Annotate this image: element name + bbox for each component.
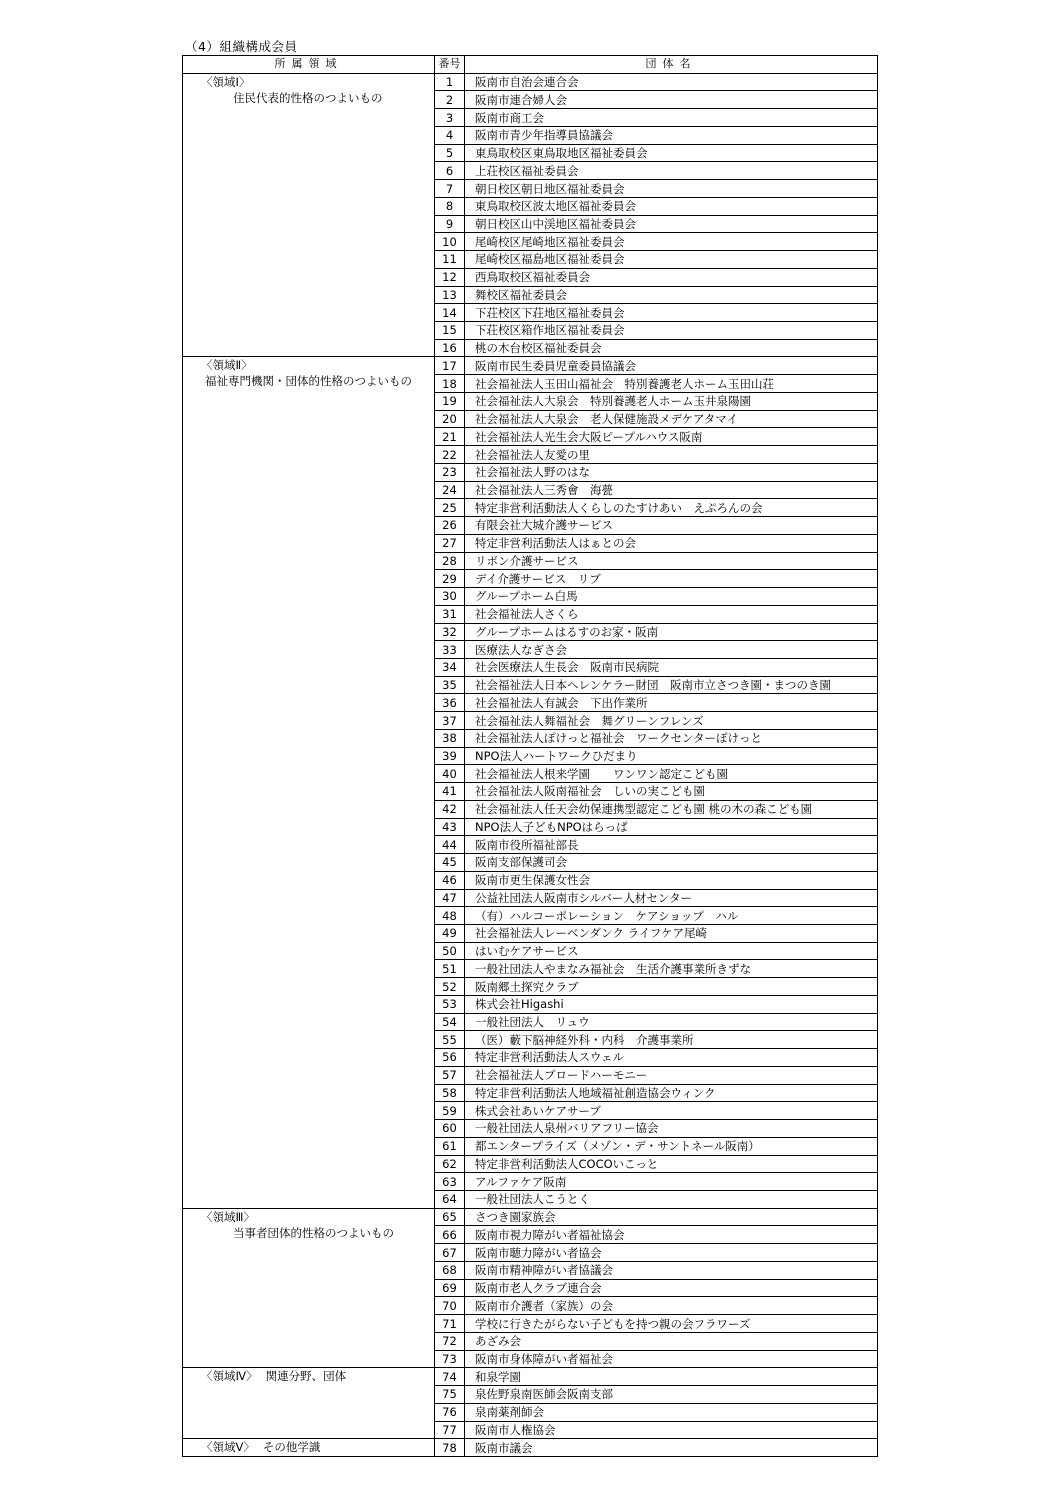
member-number: 40 bbox=[435, 765, 465, 783]
member-name: 尾崎校区福島地区福祉委員会 bbox=[465, 251, 878, 269]
member-name: 阪南市聴力障がい者協会 bbox=[465, 1244, 878, 1262]
member-number: 13 bbox=[435, 286, 465, 304]
member-name: 阪南市人権協会 bbox=[465, 1421, 878, 1439]
table-row bbox=[183, 357, 878, 375]
member-name: 特定非営利活動法人はぁとの会 bbox=[465, 534, 878, 552]
member-number: 23 bbox=[435, 463, 465, 481]
member-name: 阪南市役所福祉部長 bbox=[465, 836, 878, 854]
member-number: 51 bbox=[435, 960, 465, 978]
member-number: 47 bbox=[435, 889, 465, 907]
member-name: あざみ会 bbox=[465, 1332, 878, 1350]
member-name: 社会福祉法人野のはな bbox=[465, 463, 878, 481]
member-name: 阪南支部保護司会 bbox=[465, 854, 878, 872]
member-name: 医療法人なぎさ会 bbox=[465, 641, 878, 659]
member-number: 58 bbox=[435, 1084, 465, 1102]
member-number: 61 bbox=[435, 1137, 465, 1155]
member-number: 27 bbox=[435, 534, 465, 552]
member-number: 33 bbox=[435, 641, 465, 659]
member-name: 阪南市視力障がい者福祉協会 bbox=[465, 1226, 878, 1244]
member-number: 45 bbox=[435, 854, 465, 872]
member-number: 4 bbox=[435, 126, 465, 144]
member-number: 71 bbox=[435, 1315, 465, 1333]
member-name: 都エンタープライズ（メゾン・デ・サントネール阪南） bbox=[465, 1137, 878, 1155]
member-number: 30 bbox=[435, 588, 465, 606]
member-number: 60 bbox=[435, 1120, 465, 1138]
table-row bbox=[183, 1439, 878, 1457]
member-name: 朝日校区朝日地区福祉委員会 bbox=[465, 180, 878, 198]
member-number: 29 bbox=[435, 570, 465, 588]
member-number: 65 bbox=[435, 1208, 465, 1226]
member-number: 63 bbox=[435, 1173, 465, 1191]
member-number: 70 bbox=[435, 1297, 465, 1315]
member-number: 69 bbox=[435, 1279, 465, 1297]
member-name: 阪南市民生委員児童委員協議会 bbox=[465, 357, 878, 375]
member-name: 社会福祉法人玉田山福祉会 特別養護老人ホーム玉田山荘 bbox=[465, 375, 878, 393]
member-number: 55 bbox=[435, 1031, 465, 1049]
member-name: 特定非営利活動法人スウェル bbox=[465, 1049, 878, 1067]
member-name: グループホーム白馬 bbox=[465, 588, 878, 606]
member-name: 阪南市連合婦人会 bbox=[465, 91, 878, 109]
member-name: 和泉学園 bbox=[465, 1368, 878, 1386]
domain-description: 当事者団体的性格のつよいもの bbox=[233, 1225, 394, 1240]
member-name: 阪南市青少年指導員協議会 bbox=[465, 126, 878, 144]
member-number: 73 bbox=[435, 1350, 465, 1368]
member-name: デイ介護サービス リブ bbox=[465, 570, 878, 588]
member-number: 42 bbox=[435, 800, 465, 818]
member-name: 社会福祉法人日本ヘレンケラー財団 阪南市立さつき園・まつのき園 bbox=[465, 676, 878, 694]
member-name: 学校に行きたがらない子どもを持つ親の会フラワーズ bbox=[465, 1315, 878, 1333]
member-table bbox=[182, 55, 878, 1457]
member-name: 社会福祉法人三秀會 海甍 bbox=[465, 481, 878, 499]
member-name: 一般社団法人 リュウ bbox=[465, 1013, 878, 1031]
member-number: 5 bbox=[435, 144, 465, 162]
member-name: 阪南市精神障がい者協議会 bbox=[465, 1261, 878, 1279]
header-number: 番号 bbox=[435, 56, 465, 74]
member-number: 31 bbox=[435, 605, 465, 623]
member-number: 10 bbox=[435, 233, 465, 251]
member-number: 32 bbox=[435, 623, 465, 641]
member-name: 東鳥取校区東鳥取地区福祉委員会 bbox=[465, 144, 878, 162]
domain-cell bbox=[183, 1208, 435, 1368]
member-number: 8 bbox=[435, 197, 465, 215]
table-header-row bbox=[183, 56, 878, 74]
member-name: 特定非営利活動法人COCOいこっと bbox=[465, 1155, 878, 1173]
member-number: 39 bbox=[435, 747, 465, 765]
member-number: 64 bbox=[435, 1191, 465, 1209]
domain-label: 〈領域Ⅴ〉 bbox=[201, 1440, 255, 1455]
member-name: 社会福祉法人さくら bbox=[465, 605, 878, 623]
member-name: 阪南市商工会 bbox=[465, 109, 878, 127]
member-number: 20 bbox=[435, 410, 465, 428]
member-name: 社会福祉法人ぽけっと福祉会 ワークセンターぽけっと bbox=[465, 729, 878, 747]
table-row bbox=[183, 73, 878, 91]
member-name: 社会福祉法人大泉会 特別養護老人ホーム玉井泉陽園 bbox=[465, 392, 878, 410]
member-number: 46 bbox=[435, 871, 465, 889]
member-name: 阪南市更生保護女性会 bbox=[465, 871, 878, 889]
domain-heading bbox=[183, 1369, 346, 1383]
domain-description: 住民代表的性格のつよいもの bbox=[233, 90, 383, 105]
member-number: 25 bbox=[435, 499, 465, 517]
member-name: 一般社団法人こうとく bbox=[465, 1191, 878, 1209]
member-number: 11 bbox=[435, 251, 465, 269]
header-domain: 所属領域 bbox=[183, 56, 435, 74]
member-number: 7 bbox=[435, 180, 465, 198]
member-number: 78 bbox=[435, 1439, 465, 1457]
member-number: 15 bbox=[435, 322, 465, 340]
domain-description: その他学識 bbox=[262, 1440, 321, 1455]
member-name: 一般社団法人やまなみ福祉会 生活介護事業所きずな bbox=[465, 960, 878, 978]
member-name: 阪南郷土探究クラブ bbox=[465, 978, 878, 996]
member-number: 52 bbox=[435, 978, 465, 996]
member-number: 21 bbox=[435, 428, 465, 446]
member-number: 36 bbox=[435, 694, 465, 712]
page-title: （4）組織構成会員 bbox=[185, 39, 298, 54]
member-number: 28 bbox=[435, 552, 465, 570]
member-name: 特定非営利活動法人くらしのたすけあい えぷろんの会 bbox=[465, 499, 878, 517]
member-number: 24 bbox=[435, 481, 465, 499]
member-number: 18 bbox=[435, 375, 465, 393]
member-name: 下荘校区箱作地区福祉委員会 bbox=[465, 322, 878, 340]
member-number: 26 bbox=[435, 517, 465, 535]
member-number: 34 bbox=[435, 658, 465, 676]
member-name: 社会福祉法人光生会大阪ピープルハウス阪南 bbox=[465, 428, 878, 446]
member-name: リボン介護サービス bbox=[465, 552, 878, 570]
member-name: （有）ハルコーポレーション ケアショップ ハル bbox=[465, 907, 878, 925]
member-number: 56 bbox=[435, 1049, 465, 1067]
member-number: 41 bbox=[435, 783, 465, 801]
member-number: 16 bbox=[435, 339, 465, 357]
domain-label: 〈領域Ⅰ〉 bbox=[201, 74, 251, 89]
member-name: 有限会社大城介護サービス bbox=[465, 517, 878, 535]
member-name: 尾崎校区尾崎地区福祉委員会 bbox=[465, 233, 878, 251]
member-name: 阪南市身体障がい者福祉会 bbox=[465, 1350, 878, 1368]
member-name: 公益社団法人阪南市シルバー人材センター bbox=[465, 889, 878, 907]
member-number: 67 bbox=[435, 1244, 465, 1262]
member-number: 54 bbox=[435, 1013, 465, 1031]
member-name: 社会福祉法人友愛の里 bbox=[465, 446, 878, 464]
member-name: 泉南薬剤師会 bbox=[465, 1403, 878, 1421]
member-number: 35 bbox=[435, 676, 465, 694]
member-number: 66 bbox=[435, 1226, 465, 1244]
member-name: 桃の木台校区福祉委員会 bbox=[465, 339, 878, 357]
domain-label: 〈領域Ⅱ〉 bbox=[201, 358, 253, 373]
member-name: （医）藪下脳神経外科・内科 介護事業所 bbox=[465, 1031, 878, 1049]
member-number: 77 bbox=[435, 1421, 465, 1439]
member-name: さつき園家族会 bbox=[465, 1208, 878, 1226]
member-name: グループホームはるすのお家・阪南 bbox=[465, 623, 878, 641]
member-name: 東鳥取校区波太地区福祉委員会 bbox=[465, 197, 878, 215]
member-name: 社会福祉法人レーベンダンク ライフケア尾崎 bbox=[465, 924, 878, 942]
member-table-body bbox=[183, 73, 878, 1456]
member-name: 株式会社あいケアサーブ bbox=[465, 1102, 878, 1120]
member-name: 阪南市自治会連合会 bbox=[465, 73, 878, 91]
member-number: 75 bbox=[435, 1386, 465, 1404]
member-name: NPO法人子どもNPOはらっぱ bbox=[465, 818, 878, 836]
member-number: 72 bbox=[435, 1332, 465, 1350]
member-name: 西鳥取校区福祉委員会 bbox=[465, 268, 878, 286]
member-name: 阪南市議会 bbox=[465, 1439, 878, 1457]
member-name: 社会福祉法人ブロードハーモニー bbox=[465, 1066, 878, 1084]
domain-label: 〈領域Ⅳ〉 bbox=[201, 1369, 258, 1384]
member-name: 社会福祉法人任天会幼保連携型認定こども園 桃の木の森こども園 bbox=[465, 800, 878, 818]
domain-heading bbox=[183, 1440, 320, 1454]
domain-cell bbox=[183, 357, 435, 1208]
member-number: 12 bbox=[435, 268, 465, 286]
member-number: 6 bbox=[435, 162, 465, 180]
member-number: 2 bbox=[435, 91, 465, 109]
member-name: 社会福祉法人阪南福祉会 しいの実こども園 bbox=[465, 783, 878, 801]
member-number: 19 bbox=[435, 392, 465, 410]
member-name: 一般社団法人泉州バリアフリー協会 bbox=[465, 1120, 878, 1138]
member-name: 社会医療法人生長会 阪南市民病院 bbox=[465, 658, 878, 676]
member-number: 57 bbox=[435, 1066, 465, 1084]
member-number: 76 bbox=[435, 1403, 465, 1421]
member-number: 48 bbox=[435, 907, 465, 925]
member-name: 株式会社Higashi bbox=[465, 995, 878, 1013]
domain-description: 福祉専門機関・団体的性格のつよいもの bbox=[205, 374, 412, 389]
member-name: 社会福祉法人大泉会 老人保健施設メデケアタマイ bbox=[465, 410, 878, 428]
member-number: 14 bbox=[435, 304, 465, 322]
member-name: NPO法人ハートワークひだまり bbox=[465, 747, 878, 765]
member-name: 阪南市老人クラブ連合会 bbox=[465, 1279, 878, 1297]
member-name: 朝日校区山中渓地区福祉委員会 bbox=[465, 215, 878, 233]
member-number: 43 bbox=[435, 818, 465, 836]
member-number: 62 bbox=[435, 1155, 465, 1173]
member-number: 49 bbox=[435, 924, 465, 942]
domain-cell bbox=[183, 73, 435, 357]
member-name: 社会福祉法人有誠会 下出作業所 bbox=[465, 694, 878, 712]
member-number: 9 bbox=[435, 215, 465, 233]
domain-cell bbox=[183, 1368, 435, 1439]
member-name: 社会福祉法人舞福祉会 舞グリーンフレンズ bbox=[465, 712, 878, 730]
domain-description: 関連分野、団体 bbox=[265, 1369, 347, 1384]
table-row bbox=[183, 1208, 878, 1226]
member-number: 3 bbox=[435, 109, 465, 127]
member-number: 74 bbox=[435, 1368, 465, 1386]
member-name: はいむケアサービス bbox=[465, 942, 878, 960]
domain-label: 〈領域Ⅲ〉 bbox=[201, 1209, 255, 1224]
member-name: 舞校区福祉委員会 bbox=[465, 286, 878, 304]
member-name: 泉佐野泉南医師会阪南支部 bbox=[465, 1386, 878, 1404]
member-number: 68 bbox=[435, 1261, 465, 1279]
member-number: 59 bbox=[435, 1102, 465, 1120]
member-number: 44 bbox=[435, 836, 465, 854]
member-name: 阪南市介護者（家族）の会 bbox=[465, 1297, 878, 1315]
member-number: 37 bbox=[435, 712, 465, 730]
table-row bbox=[183, 1368, 878, 1386]
member-name: 上荘校区福祉委員会 bbox=[465, 162, 878, 180]
member-number: 1 bbox=[435, 73, 465, 91]
domain-cell bbox=[183, 1439, 435, 1457]
member-number: 53 bbox=[435, 995, 465, 1013]
member-number: 38 bbox=[435, 729, 465, 747]
member-number: 50 bbox=[435, 942, 465, 960]
member-name: 特定非営利活動法人地域福祉創造協会ウィンク bbox=[465, 1084, 878, 1102]
member-number: 17 bbox=[435, 357, 465, 375]
header-name: 団体名 bbox=[465, 56, 878, 74]
member-name: 社会福祉法人根来学園 ワンワン認定こども園 bbox=[465, 765, 878, 783]
member-name: アルファケア阪南 bbox=[465, 1173, 878, 1191]
member-number: 22 bbox=[435, 446, 465, 464]
member-name: 下荘校区下荘地区福祉委員会 bbox=[465, 304, 878, 322]
